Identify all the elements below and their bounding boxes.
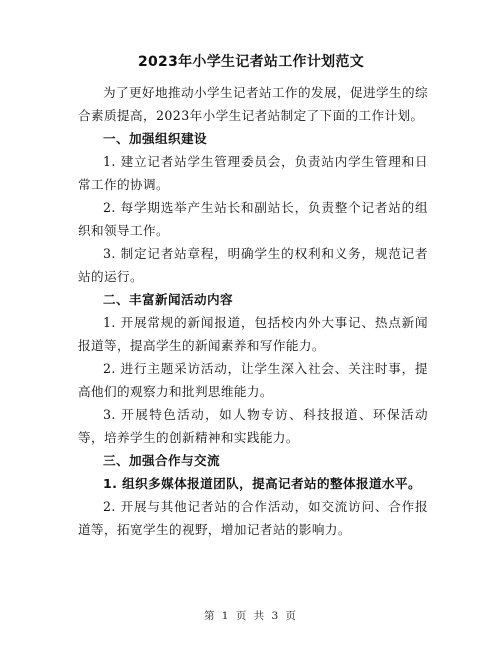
list-item: 3. 制定记者站章程，明确学生的权利和义务，规范记者站的运行。: [78, 246, 428, 284]
page-number-footer: 第 1 页 共 3 页: [203, 610, 299, 622]
intro-paragraph: 为了更好地推动小学生记者站工作的发展，促进学生的综合素质提高，2023年小学生记者站制定了下面的工作计划。: [78, 85, 428, 123]
section-heading-organization: 一、加强组织建设: [103, 131, 207, 146]
list-item: 1. 建立记者站学生管理委员会，负责站内学生管理和日常工作的协调。: [78, 154, 428, 192]
list-item: 2. 每学期选举产生站长和副站长，负责整个记者站的组织和领导工作。: [78, 200, 428, 238]
list-item: 1. 开展常规的新闻报道，包括校内外大事记、热点新闻报道等，提高学生的新闻素养和写作能力。: [78, 315, 428, 353]
document-title: 2023年小学生记者站工作计划范文: [137, 54, 365, 70]
section-heading-news-activities: 二、丰富新闻活动内容: [103, 292, 233, 307]
list-item: 3. 开展特色活动，如人物专访、科技报道、环保活动等，培养学生的创新精神和实践能力。: [78, 407, 428, 445]
list-item: 2. 开展与其他记者站的合作活动，如交流访问、合作报道等，拓宽学生的视野，增加记者站的影响力。: [78, 499, 428, 537]
section-heading-cooperation: 三、加强合作与交流: [103, 453, 220, 468]
list-item: 1. 组织多媒体报道团队，提高记者站的整体报道水平。: [103, 476, 421, 491]
list-item: 2. 进行主题采访活动，让学生深入社会、关注时事，提高他们的观察力和批判思维能力。: [78, 361, 428, 399]
document-body: [78, 81, 428, 541]
